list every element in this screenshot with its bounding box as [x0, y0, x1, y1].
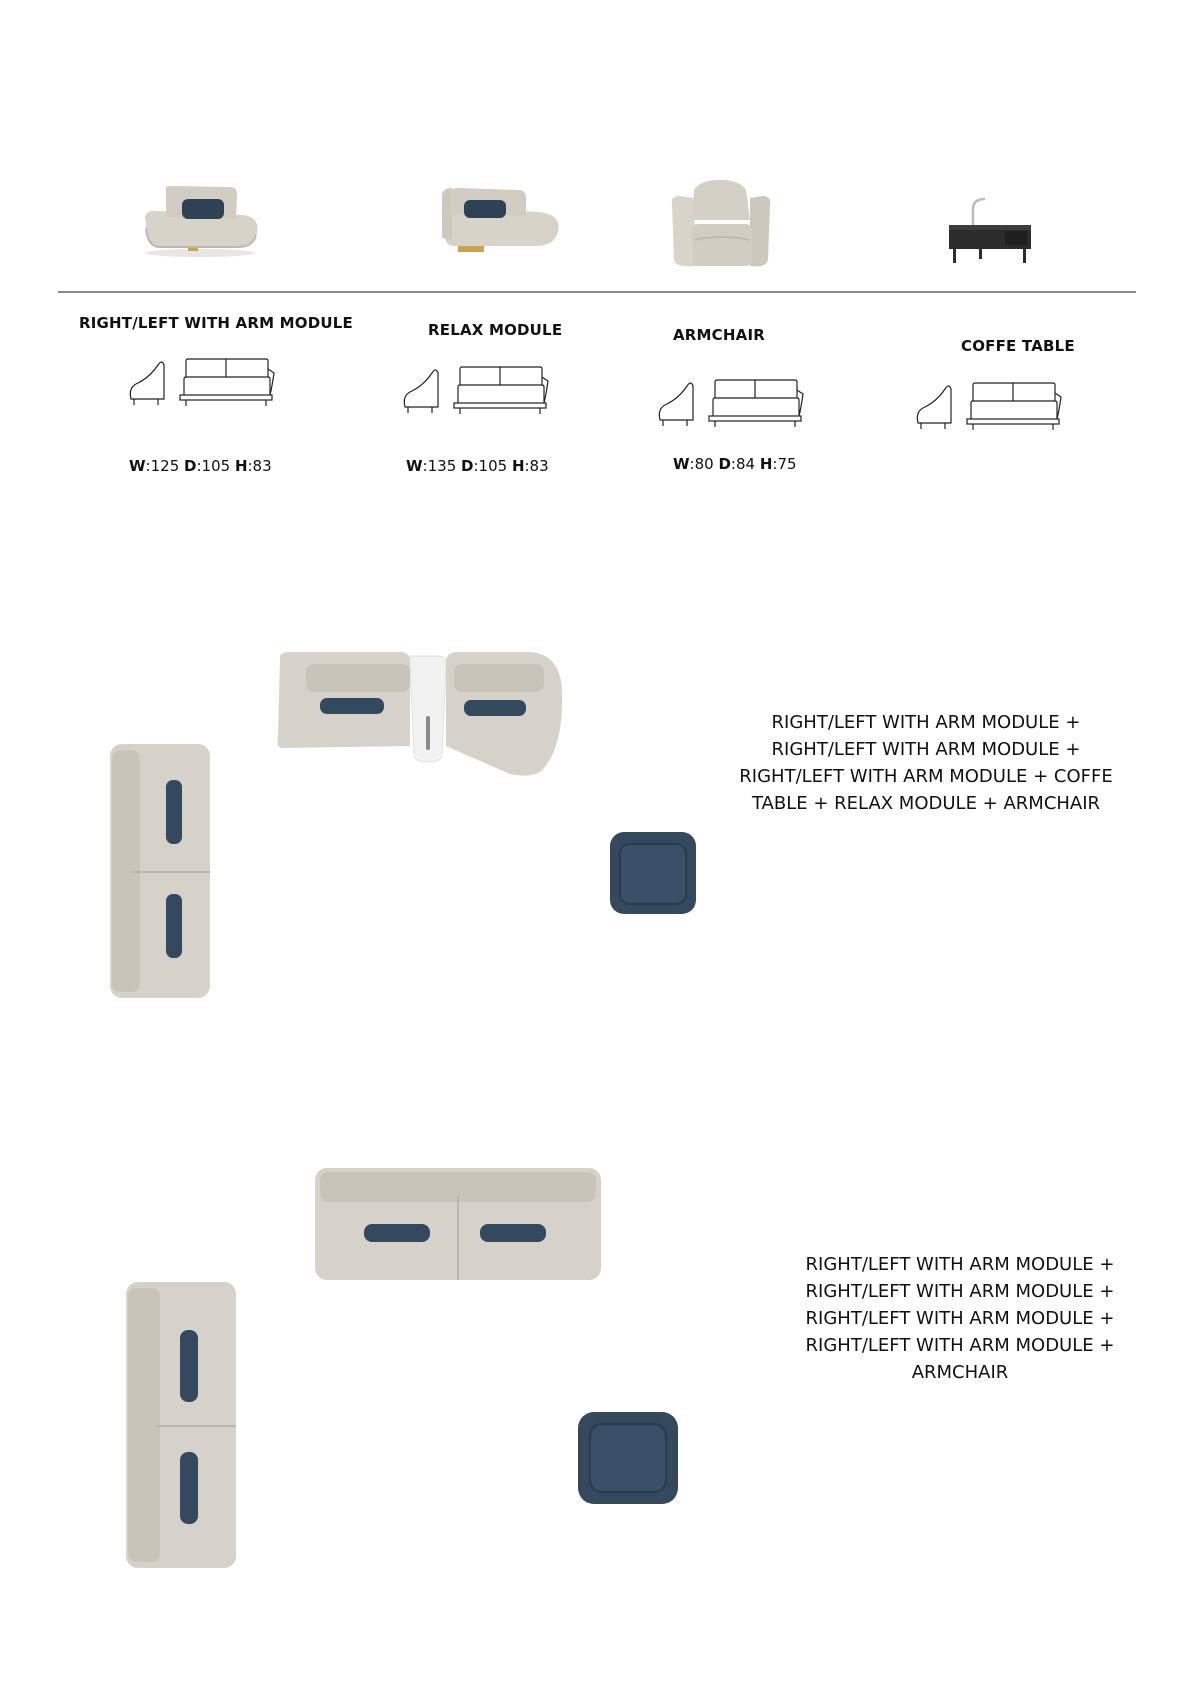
arm-module-photo [138, 185, 263, 260]
dimensions-relax-module: W:135 D:105 H:83 [406, 457, 549, 475]
layout-1-description: RIGHT/LEFT WITH ARM MODULE + RIGHT/LEFT WITH ARM MODULE + RIGHT/LEFT WITH ARM MODULE + COFFE TABLE + RELAX MODULE + ARMCHAIR [739, 712, 1113, 814]
layout-1-plan [110, 650, 710, 1010]
sofa-line-drawing-icon [915, 381, 1073, 431]
product-name-arm-module: RIGHT/LEFT WITH ARM MODULE [79, 314, 353, 332]
relax-module-photo [438, 188, 563, 263]
sofa-line-drawing-icon [128, 357, 286, 407]
product-name-coffee-table: COFFE TABLE [961, 337, 1075, 355]
sofa-line-drawing-icon [657, 378, 815, 428]
product-name-armchair: ARMCHAIR [673, 326, 765, 344]
divider-line [58, 291, 1136, 293]
layout-2-plan [120, 1168, 720, 1568]
product-name-relax-module: RELAX MODULE [428, 321, 563, 339]
dimensions-armchair: W:80 D:84 H:75 [673, 455, 797, 473]
armchair-photo [670, 180, 775, 270]
sofa-line-drawing-icon [402, 365, 560, 415]
dimensions-arm-module: W:125 D:105 H:83 [129, 457, 272, 475]
layout-2-description: RIGHT/LEFT WITH ARM MODULE + RIGHT/LEFT WITH ARM MODULE + RIGHT/LEFT WITH ARM MODULE + RIGHT/LEFT WITH ARM MODULE + ARMCHAIR [805, 1254, 1115, 1383]
coffee-table-photo [945, 195, 1035, 275]
